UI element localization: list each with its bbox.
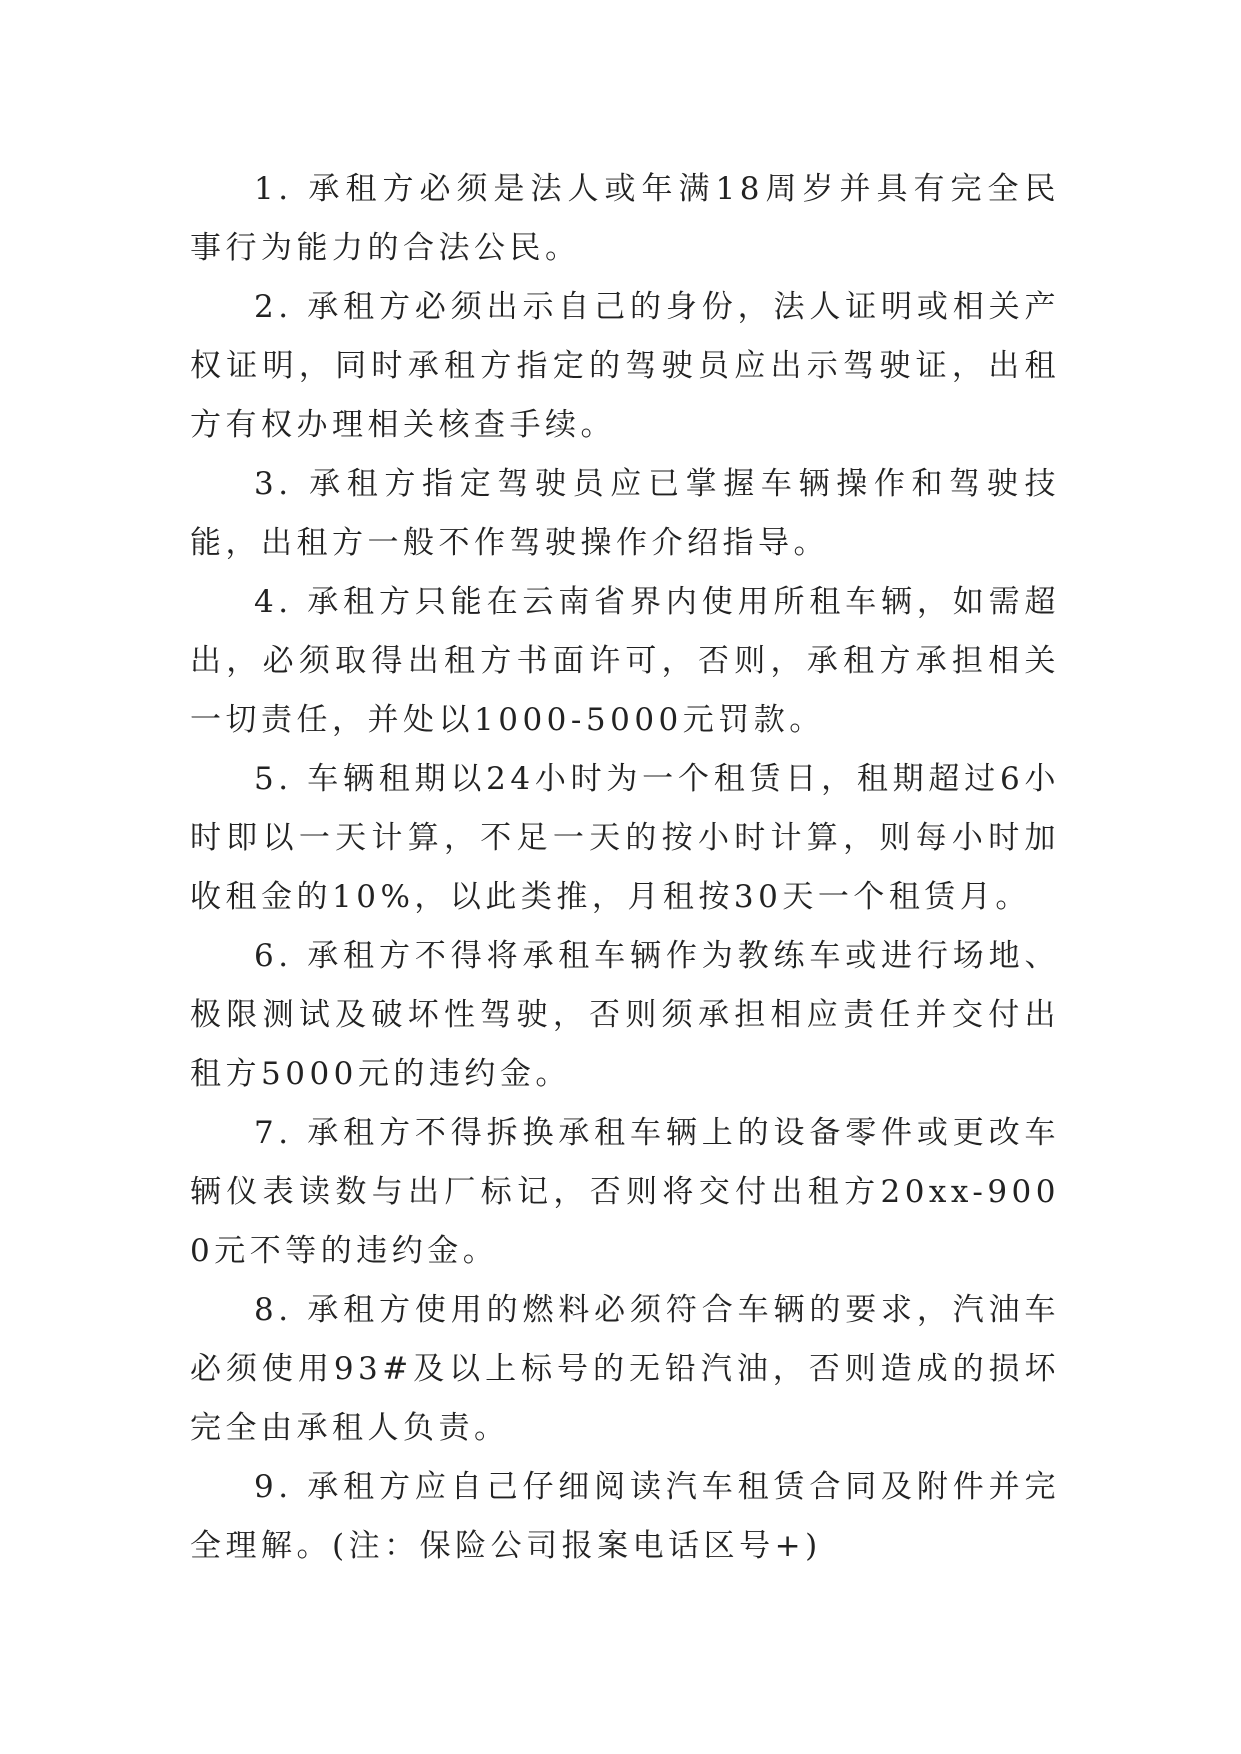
clause-6: 6. 承租方不得将承租车辆作为教练车或进行场地、极限测试及破坏性驾驶，否则须承担相应责任并交付出租方5000元的违约金。 [190,938,1060,1092]
clause-4: 4. 承租方只能在云南省界内使用所租车辆，如需超出，必须取得出租方书面许可，否则，承租方承担相关一切责任，并处以1000-5000元罚款。 [190,584,1060,738]
document-body [190,160,1060,1576]
clause-9: 9. 承租方应自己仔细阅读汽车租赁合同及附件并完全理解。(注：保险公司报案电话区号+) [190,1469,1060,1564]
clause-2: 2. 承租方必须出示自己的身份，法人证明或相关产权证明，同时承租方指定的驾驶员应出示驾驶证，出租方有权办理相关核查手续。 [190,289,1060,443]
clause-3: 3. 承租方指定驾驶员应已掌握车辆操作和驾驶技能，出租方一般不作驾驶操作介绍指导。 [190,466,1060,561]
clause-1: 1. 承租方必须是法人或年满18周岁并具有完全民事行为能力的合法公民。 [190,171,1060,266]
clause-5: 5. 车辆租期以24小时为一个租赁日，租期超过6小时即以一天计算，不足一天的按小时计算，则每小时加收租金的10%，以此类推，月租按30天一个租赁月。 [190,761,1060,915]
clause-7: 7. 承租方不得拆换承租车辆上的设备零件或更改车辆仪表读数与出厂标记，否则将交付出租方20xx-9000元不等的违约金。 [190,1115,1060,1269]
clause-8: 8. 承租方使用的燃料必须符合车辆的要求，汽油车必须使用93#及以上标号的无铅汽油，否则造成的损坏完全由承租人负责。 [190,1292,1060,1446]
